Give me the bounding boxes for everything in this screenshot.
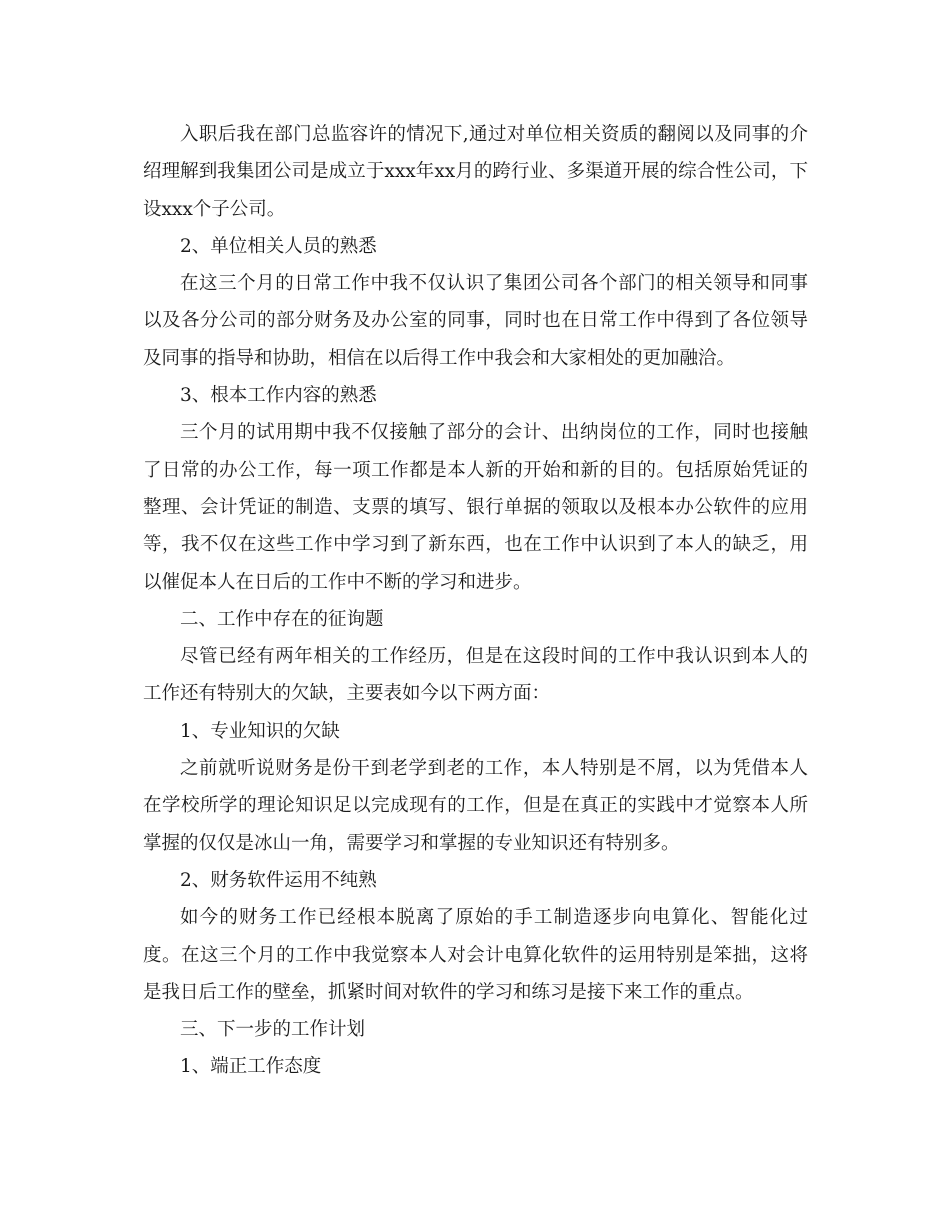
paragraph-staff-familiarity: 在这三个月的日常工作中我不仅认识了集团公司各个部门的相关领导和同事以及各分公司的部分财务及办公室的同事，同时也在日常工作中得到了各位领导及同事的指导和协助，相信在以后得工作中我会和大家相处的更加融洽。 bbox=[143, 273, 808, 369]
paragraph-work-content: 三个月的试用期中我不仅接触了部分的会计、出纳岗位的工作，同时也接触了日常的办公工作，每一项工作都是本人新的开始和新的目的。包括原始凭证的整理、会计凭证的制造、支票的填写、银行单据的领取以及根本办公软件的应用等，我不仅在这些工作中学习到了新东西，也在工作中认识到了本人的缺乏，用以催促本人在日后的工作中不断的学习和进步。 bbox=[143, 422, 808, 593]
section-heading-work-attitude: 1、端正工作态度 bbox=[180, 1056, 322, 1078]
paragraph-software-skill: 如今的财务工作已经根本脱离了原始的手工制造逐步向电算化、智能化过度。在这三个月的工作中我觉察本人对会计电算化软件的运用特别是笨拙，这将是我日后工作的壁垒，抓紧时间对软件的学习和练习是接下来工作的重点。 bbox=[143, 907, 808, 1003]
section-heading-next-plan: 三、下一步的工作计划 bbox=[180, 1019, 366, 1041]
section-heading-software-skill: 2、财务软件运用不纯熟 bbox=[180, 869, 377, 891]
paragraph-knowledge-gap: 之前就听说财务是份干到老学到老的工作，本人特别是不屑，以为凭借本人在学校所学的理论知识足以完成现有的工作，但是在真正的实践中才觉察本人所掌握的仅仅是冰山一角，需要学习和掌握的专业知识还有特别多。 bbox=[143, 758, 808, 854]
section-heading-problems: 二、工作中存在的征询题 bbox=[180, 608, 384, 630]
paragraph-problems: 尽管已经有两年相关的工作经历，但是在这段时间的工作中我认识到本人的工作还有特别大的欠缺，主要表如今以下两方面： bbox=[143, 646, 808, 705]
section-heading-staff-familiarity: 2、单位相关人员的熟悉 bbox=[180, 235, 377, 257]
section-heading-work-content: 3、根本工作内容的熟悉 bbox=[180, 385, 377, 407]
section-heading-knowledge-gap: 1、专业知识的欠缺 bbox=[180, 720, 340, 742]
document-body bbox=[143, 116, 808, 1086]
paragraph-company-intro: 入职后我在部门总监容许的情况下,通过对单位相关资质的翻阅以及同事的介绍理解到我集团公司是成立于xxx年xx月的跨行业、多渠道开展的综合性公司，下设xxx个子公司。 bbox=[143, 124, 808, 220]
